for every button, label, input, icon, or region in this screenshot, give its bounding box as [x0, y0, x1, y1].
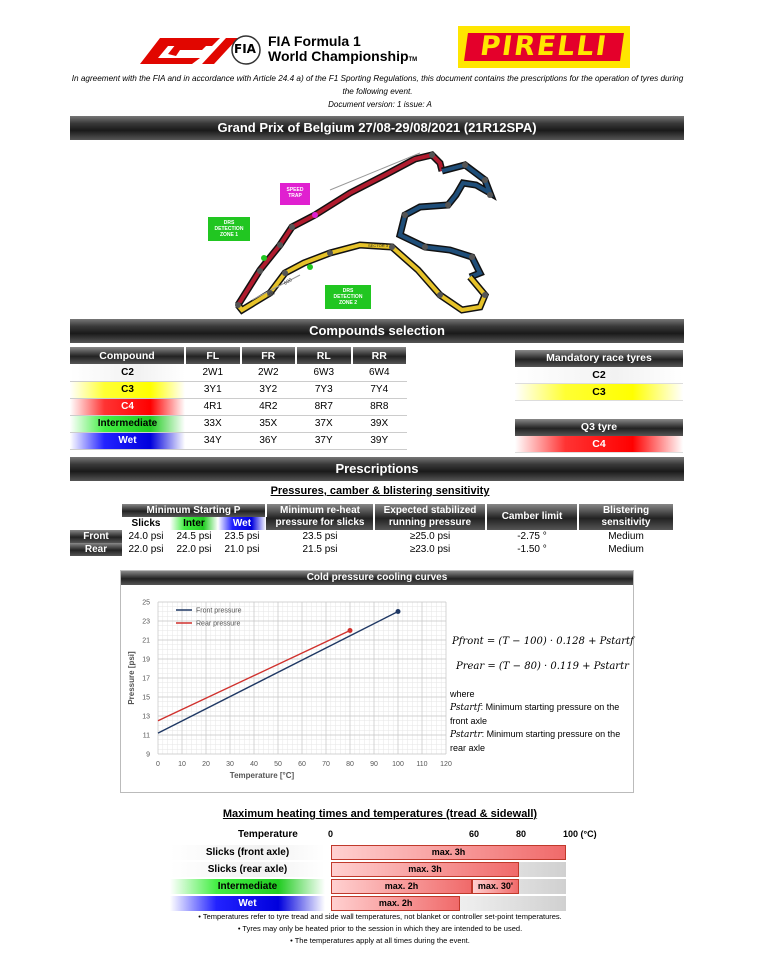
compounds-section-bar [70, 319, 684, 343]
temperature-label: Temperature [238, 829, 298, 840]
table-cell: 2W2 [241, 364, 297, 381]
table-cell: 39X [352, 415, 408, 432]
row-label-front: Front [70, 530, 122, 543]
q3-title: Q3 tyre [515, 419, 683, 436]
table-cell: 37Y [296, 432, 352, 449]
prescriptions-title: Prescriptions [335, 461, 419, 476]
formula-definitions [450, 688, 630, 755]
table-cell: ≥25.0 psi [409, 531, 451, 542]
sub-header-wet: Wet [218, 517, 266, 530]
event-title: Grand Prix of Belgium 27/08-29/08/2021 (21R12SPA) [217, 120, 537, 135]
table-cell: -1.50 ° [517, 544, 547, 555]
compound-name: C3 [70, 381, 185, 398]
table-cell: 34Y [185, 432, 241, 449]
heating-title: Maximum heating times and temperatures (tread & sidewall) [222, 808, 538, 820]
document-version: Document version: 1 issue: A [328, 100, 432, 109]
expected-header: Expected stabilized running pressure [374, 504, 486, 530]
col-rr: RR [352, 347, 408, 364]
drs-zone-2-label: DRS DETECTION ZONE 2 [325, 285, 371, 309]
heating-row-label: Slicks (rear axle) [170, 862, 325, 877]
distance-label-1: 600 [283, 277, 294, 287]
table-cell: 21.5 psi [302, 544, 338, 555]
table-cell: 23.5 psi [224, 531, 260, 542]
y-axis-label: Pressure [psi] [127, 651, 136, 705]
col-fr: FR [241, 347, 297, 364]
x-tick-label: 70 [322, 761, 330, 768]
heating-bar: max. 3h [331, 845, 566, 860]
mandatory-title: Mandatory race tyres [515, 350, 683, 367]
heating-row-label: Wet [170, 896, 325, 911]
table-cell: 6W3 [296, 364, 352, 381]
table-cell: 3Y2 [241, 381, 297, 398]
heating-bar: max. 30' [472, 879, 519, 894]
col-fl: FL [185, 347, 241, 364]
table-row [70, 381, 407, 398]
y-tick-label: 9 [146, 751, 150, 759]
table-cell: 8R7 [296, 398, 352, 415]
pirelli-wordmark: PIRELLI [464, 33, 624, 61]
fia-title-line1: FIA Formula 1 [268, 33, 361, 49]
prescriptions-subtitle: Pressures, camber & blistering sensitivity [270, 485, 490, 497]
heating-row-label: Slicks (front axle) [170, 845, 325, 860]
x-tick-label: 120 [440, 761, 452, 768]
cooling-chart [122, 588, 452, 790]
distance-label-2: 400 [266, 290, 277, 300]
def-front: Pstartf: Minimum starting pressure on the front axle [450, 702, 620, 726]
formula-front: Pfront = (T − 100) · 0.128 + Pstartf [452, 636, 634, 647]
y-tick-label: 25 [142, 599, 150, 607]
table-cell: -2.75 ° [517, 531, 547, 542]
scale-label: 80 [516, 829, 527, 839]
table-cell: 3Y1 [185, 381, 241, 398]
table-row [70, 432, 407, 449]
legend-label-2: Rear pressure [196, 620, 241, 628]
track-map [180, 145, 520, 315]
blistering-header: Blistering sensitivity [578, 504, 674, 530]
heating-bar: max. 3h [331, 862, 519, 877]
intro-text: In agreement with the FIA and in accordance with Article 24.4 a) of the F1 Sporting Regulations, this document contains the prescriptions for the operation of tyres during the following event. [71, 74, 684, 96]
cooling-chart-title: Cold pressure cooling curves [121, 571, 633, 585]
table-cell: 33X [185, 415, 241, 432]
series-endpoint-2 [348, 628, 353, 633]
x-tick-label: 60 [298, 761, 306, 768]
compound-name: C2 [70, 364, 185, 381]
compounds-table [70, 347, 408, 450]
x-tick-label: 0 [156, 761, 160, 768]
mandatory-race-tyres [515, 350, 683, 401]
y-tick-label: 11 [142, 732, 150, 740]
sector-3-label: SECTOR 3 [368, 243, 388, 248]
table-cell: 4R2 [241, 398, 297, 415]
table-cell: 7Y4 [352, 381, 408, 398]
table-row [70, 364, 407, 381]
x-tick-label: 10 [178, 761, 186, 768]
min-starting-pressure-header: Minimum Starting P [122, 504, 266, 517]
heating-row-label: Intermediate [170, 879, 325, 894]
sector-2-label: SECTOR 2 [420, 231, 440, 236]
compound-name: Intermediate [70, 415, 185, 432]
y-tick-label: 15 [142, 694, 150, 702]
def-rear: Pstartr: Minimum starting pressure on the rear axle [450, 729, 621, 753]
table-cell: 37X [296, 415, 352, 432]
mandatory-tyre: C2 [515, 367, 683, 384]
table-cell: 2W1 [185, 364, 241, 381]
q3-tyre [515, 419, 683, 453]
table-cell: 4R1 [185, 398, 241, 415]
table-cell: 21.0 psi [224, 544, 260, 555]
y-tick-label: 17 [142, 675, 150, 683]
f1-fia-logo [128, 30, 438, 68]
heating-bar: max. 2h [331, 896, 460, 911]
legend-label-1: Front pressure [196, 607, 242, 615]
table-cell: 36Y [241, 432, 297, 449]
table-cell: Medium [608, 544, 644, 555]
prescriptions-section-bar [70, 457, 684, 481]
note-3: • The temperatures apply at all times during the event. [290, 936, 470, 945]
series-endpoint-1 [396, 609, 401, 614]
scale-label: 60 [469, 829, 480, 839]
x-tick-label: 80 [346, 761, 354, 768]
table-cell: 23.5 psi [302, 531, 338, 542]
y-tick-label: 21 [142, 637, 150, 645]
y-tick-label: 13 [142, 713, 150, 721]
pirelli-logo [458, 26, 630, 68]
note-2: • Tyres may only be heated prior to the session in which they are intended to be used. [237, 924, 523, 933]
compounds-title: Compounds selection [309, 323, 445, 338]
table-cell: 7Y3 [296, 381, 352, 398]
x-tick-label: 50 [274, 761, 282, 768]
row-label-rear: Rear [70, 543, 122, 556]
col-compound: Compound [70, 347, 185, 364]
table-cell: Medium [608, 531, 644, 542]
event-title-bar [70, 116, 684, 140]
pressures-table [70, 504, 675, 556]
table-cell: 39Y [352, 432, 408, 449]
camber-header: Camber limit [486, 504, 578, 530]
speed-trap-label: SPEED TRAP [280, 183, 310, 205]
y-tick-label: 23 [142, 618, 150, 626]
fia-title-line2: World ChampionshipTM [268, 48, 418, 64]
note-1: • Temperatures refer to tyre tread and side wall temperatures, not blanket or controller set-point temperatures. [198, 912, 562, 921]
y-tick-label: 19 [142, 656, 150, 664]
table-row [70, 543, 674, 556]
sub-header-inter: Inter [170, 517, 218, 530]
scale-label: 100 (°C) [563, 829, 597, 839]
table-cell: 22.0 psi [128, 544, 164, 555]
table-cell: ≥23.0 psi [409, 544, 451, 555]
q3-compound: C4 [515, 436, 683, 453]
x-tick-label: 30 [226, 761, 234, 768]
table-cell: 22.0 psi [176, 544, 212, 555]
formula-rear: Prear = (T − 80) · 0.119 + Pstartr [456, 661, 629, 672]
table-cell: 35X [241, 415, 297, 432]
table-row [70, 398, 407, 415]
fia-badge: FIA [234, 42, 256, 56]
x-tick-label: 20 [202, 761, 210, 768]
compounds-header-row [70, 347, 407, 364]
x-tick-label: 40 [250, 761, 258, 768]
reheat-header: Minimum re-heat pressure for slicks [266, 504, 374, 530]
table-cell: 8R8 [352, 398, 408, 415]
compound-name: C4 [70, 398, 185, 415]
x-tick-label: 90 [370, 761, 378, 768]
sub-header-slicks: Slicks [131, 518, 161, 529]
table-cell: 24.0 psi [128, 531, 164, 542]
x-axis-label: Temperature [°C] [229, 771, 295, 780]
x-tick-label: 110 [416, 761, 428, 768]
table-cell: 6W4 [352, 364, 408, 381]
scale-label: 0 [328, 829, 334, 839]
heating-bar: max. 2h [331, 879, 472, 894]
table-cell: 24.5 psi [176, 531, 212, 542]
mandatory-tyre: C3 [515, 384, 683, 401]
table-row [70, 415, 407, 432]
where-label: where [450, 689, 475, 699]
table-row [70, 530, 674, 543]
compound-name: Wet [70, 432, 185, 449]
col-rl: RL [296, 347, 352, 364]
x-tick-label: 100 [392, 761, 404, 768]
drs-zone-1-label: DRS DETECTION ZONE 1 [208, 217, 250, 241]
